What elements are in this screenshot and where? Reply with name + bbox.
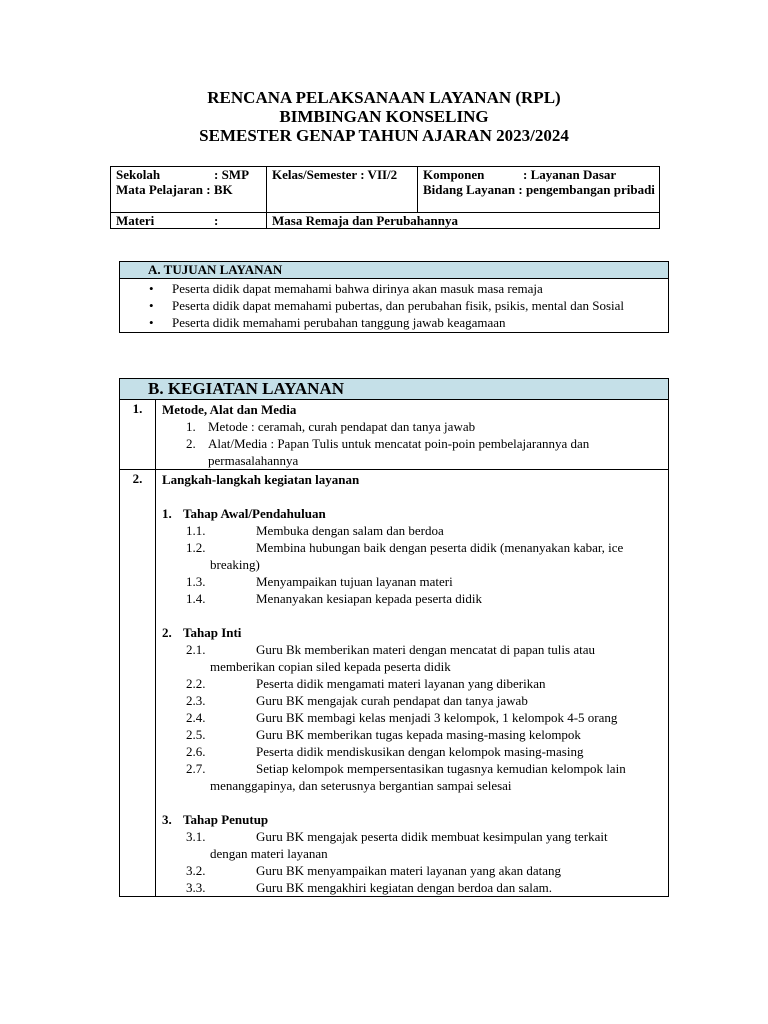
item-text: Guru BK menyampaikan materi layanan yang akan datang xyxy=(256,863,562,878)
item-text: Alat/Media : Papan Tulis untuk mencatat poin-poin pembelajarannya dan permasalahannya xyxy=(208,436,590,468)
tujuan-item: • Peserta didik dapat memahami pubertas, dan perubahan fisik, psikis, mental dan Sosial xyxy=(172,297,668,314)
item-number: 2.1. xyxy=(186,642,206,657)
item-text: Guru Bk memberikan materi dengan mencatat di papan tulis atau memberikan copian siled kepada peserta didik xyxy=(210,642,595,674)
materi-label-cell xyxy=(111,213,267,229)
step-title: Tahap Penutup xyxy=(183,812,269,827)
item-number: 1.3. xyxy=(186,574,206,589)
step-item xyxy=(162,726,648,743)
item-number: 3.2. xyxy=(186,863,206,878)
item-text: Guru BK mengajak curah pendapat dan tanya jawab xyxy=(256,693,528,708)
item-number: 1.4. xyxy=(186,591,206,606)
info-cell-class xyxy=(267,167,418,213)
materi-colon: : xyxy=(214,213,219,228)
kegiatan-row-langkah xyxy=(120,469,668,896)
title-line-1: RENCANA PELAKSANAAN LAYANAN (RPL) xyxy=(207,88,561,107)
item-text: Membina hubungan baik dengan peserta didik (menanyakan kabar, ice breaking) xyxy=(210,540,624,572)
materi-label: Materi xyxy=(116,213,155,228)
komponen-label: Komponen xyxy=(423,167,485,182)
step-title: Tahap Inti xyxy=(183,625,242,640)
item-text: Peserta didik mendiskusikan dengan kelompok masing-masing xyxy=(256,744,584,759)
mapel-text: Mata Pelajaran : BK xyxy=(116,182,233,197)
sekolah-value: : SMP xyxy=(214,167,250,182)
item-number: 1.2. xyxy=(186,540,206,555)
sekolah-label: Sekolah xyxy=(116,167,161,182)
metode-list xyxy=(162,418,648,469)
tujuan-heading: A. TUJUAN LAYANAN xyxy=(120,262,668,279)
metode-item xyxy=(162,435,648,469)
kelas-text: Kelas/Semester : VII/2 xyxy=(272,167,398,182)
step-heading xyxy=(162,624,648,641)
materi-value: Masa Remaja dan Perubahannya xyxy=(267,213,660,229)
step-title: Tahap Awal/Pendahuluan xyxy=(183,506,326,521)
title-line-2: BIMBINGAN KONSELING xyxy=(279,107,489,126)
item-text: Menyampaikan tujuan layanan materi xyxy=(256,574,453,589)
tujuan-list xyxy=(120,279,668,332)
row-number: 2. xyxy=(120,470,156,896)
item-text: Guru BK mengakhiri kegiatan dengan berdoa dan salam. xyxy=(256,880,553,895)
metode-title: Metode, Alat dan Media xyxy=(162,402,297,417)
item-text: Membuka dengan salam dan berdoa xyxy=(256,523,444,538)
item-number: 2.7. xyxy=(186,761,206,776)
step-item xyxy=(162,760,648,794)
item-number: 3.1. xyxy=(186,829,206,844)
kegiatan-section xyxy=(119,378,669,897)
step-item xyxy=(162,590,648,607)
info-row-main xyxy=(111,167,660,213)
info-table xyxy=(110,166,660,229)
metode-cell xyxy=(156,400,668,469)
step-item xyxy=(162,709,648,726)
item-text: Peserta didik mengamati materi layanan yang diberikan xyxy=(256,676,546,691)
kegiatan-row-metode xyxy=(120,400,668,469)
item-text: Guru BK membagi kelas menjadi 3 kelompok, 1 kelompok 4-5 orang xyxy=(256,710,618,725)
step-heading xyxy=(162,811,648,828)
item-number: 1. xyxy=(186,419,196,434)
bidang-text: Bidang Layanan : pengembangan pribadi xyxy=(423,182,655,197)
item-text: Guru BK mengajak peserta didik membuat kesimpulan yang terkait dengan materi layanan xyxy=(210,829,608,861)
item-text: Setiap kelompok mempersentasikan tugasnya kemudian kelompok lain menanggapinya, dan seterusnya bergantian sampai selesai xyxy=(210,761,626,793)
komponen-value: : Layanan Dasar xyxy=(523,167,617,182)
metode-item xyxy=(162,418,648,435)
tujuan-item: • Peserta didik memahami perubahan tanggung jawab keagamaan xyxy=(172,314,668,331)
step-item xyxy=(162,828,648,862)
document-title xyxy=(0,88,768,145)
step-number: 2. xyxy=(162,625,172,640)
item-number: 2.6. xyxy=(186,744,206,759)
step-item xyxy=(162,692,648,709)
item-number: 2.5. xyxy=(186,727,206,742)
row-number: 1. xyxy=(120,400,156,469)
langkah-cell xyxy=(156,470,668,896)
info-cell-component xyxy=(418,167,660,213)
step-item xyxy=(162,743,648,760)
kegiatan-heading: B. KEGIATAN LAYANAN xyxy=(120,379,668,400)
step-item xyxy=(162,879,648,896)
step-number: 3. xyxy=(162,812,172,827)
item-number: 2.4. xyxy=(186,710,206,725)
step-item xyxy=(162,522,648,539)
step-item xyxy=(162,573,648,590)
tujuan-section xyxy=(119,261,669,333)
item-number: 1.1. xyxy=(186,523,206,538)
item-number: 2.2. xyxy=(186,676,206,691)
step-item xyxy=(162,641,648,675)
step-item xyxy=(162,862,648,879)
step-number: 1. xyxy=(162,506,172,521)
info-cell-school xyxy=(111,167,267,213)
item-number: 2. xyxy=(186,436,196,451)
langkah-title: Langkah-langkah kegiatan layanan xyxy=(162,472,360,487)
item-number: 2.3. xyxy=(186,693,206,708)
item-text: Menanyakan kesiapan kepada peserta didik xyxy=(256,591,482,606)
item-text: Metode : ceramah, curah pendapat dan tanya jawab xyxy=(208,419,476,434)
step-heading xyxy=(162,505,648,522)
step-item xyxy=(162,675,648,692)
info-row-materi xyxy=(111,213,660,229)
tujuan-item: • Peserta didik dapat memahami bahwa dirinya akan masuk masa remaja xyxy=(172,280,668,297)
item-text: Guru BK memberikan tugas kepada masing-masing kelompok xyxy=(256,727,581,742)
step-item xyxy=(162,539,648,573)
item-number: 3.3. xyxy=(186,880,206,895)
title-line-3: SEMESTER GENAP TAHUN AJARAN 2023/2024 xyxy=(199,126,569,145)
